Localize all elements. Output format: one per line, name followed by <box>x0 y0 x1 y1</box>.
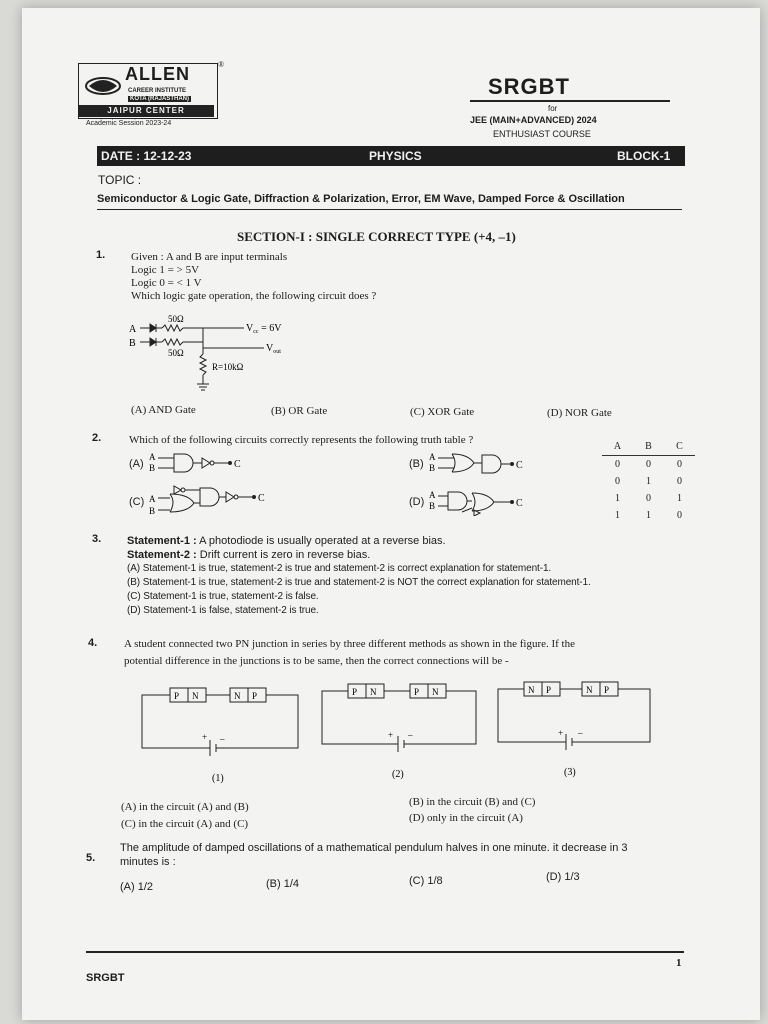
q4-circuit-1 <box>138 684 302 784</box>
q5-line: The amplitude of damped oscillations of a mathematical pendulum halves in one minute. it decrease in 3 <box>120 842 628 854</box>
academic-session: Academic Session 2023-24 <box>86 120 172 127</box>
battery-minus: – <box>578 728 583 738</box>
title-rule <box>470 100 670 102</box>
truth-table-header <box>602 437 695 456</box>
pn-cell: P <box>546 685 552 695</box>
statement-2-label: Statement-2 : <box>127 549 197 561</box>
q3-number: 3. <box>92 533 102 545</box>
info-bar <box>97 146 685 166</box>
gate-d-label-b: B <box>429 501 436 511</box>
truth-table <box>602 437 695 524</box>
q1-line: Logic 1 = > 5V <box>131 264 200 276</box>
page-number: 1 <box>676 957 682 969</box>
topic-text: Semiconductor & Logic Gate, Diffraction & Polarization, Error, EM Wave, Damped Force & Oscillation <box>97 193 625 205</box>
pn-cell: P <box>604 685 610 695</box>
truth-cell: 1 <box>615 510 620 521</box>
q4-line: potential difference in the junctions is to be same, then the correct connections will be - <box>124 655 509 667</box>
q4-option-b[interactable]: (B) in the circuit (B) and (C) <box>409 796 536 808</box>
q2-number: 2. <box>92 432 102 444</box>
topic-label: TOPIC : <box>98 173 142 187</box>
truth-cell: 1 <box>646 510 651 521</box>
q4-text <box>124 636 575 670</box>
circuit-caption: (3) <box>564 767 576 778</box>
truth-table-row <box>602 507 695 524</box>
center-name: JAIPUR CENTER <box>78 105 214 117</box>
q2-text: Which of the following circuits correctly represents the following truth table ? <box>129 434 474 446</box>
block-label: BLOCK-1 <box>617 149 671 163</box>
test-title: SRGBT <box>488 74 570 99</box>
q2-gate-d <box>428 488 538 516</box>
truth-table-row <box>602 490 695 507</box>
q3-statement-2 <box>127 548 591 562</box>
q2-option-a[interactable]: (A) <box>129 458 144 470</box>
exam-name: JEE (MAIN+ADVANCED) 2024 <box>470 115 597 125</box>
q1-option-a[interactable]: (A) AND Gate <box>131 404 196 416</box>
gate-d-label-c: C <box>516 498 523 509</box>
q1-option-b[interactable]: (B) OR Gate <box>271 405 328 417</box>
statement-1-label: Statement-1 : <box>127 535 197 547</box>
q3-option-a[interactable]: (A) Statement-1 is true, statement-2 is true and statement-2 is correct explanation for statement-1. <box>127 563 552 574</box>
q3-option-b[interactable]: (B) Statement-1 is true, statement-2 is true and statement-2 is NOT the correct explanation for statement-1. <box>127 577 591 588</box>
gate-a-label-c: C <box>234 459 241 470</box>
q2-option-c[interactable]: (C) <box>129 496 145 508</box>
truth-header-a: A <box>602 437 633 456</box>
q4-circuit-3 <box>494 678 658 778</box>
q1-resistor-1: 50Ω <box>168 314 184 324</box>
registered-mark: ® <box>218 60 225 69</box>
q1-input-b: B <box>129 338 136 349</box>
truth-cell: 0 <box>677 510 682 521</box>
footer-code: SRGBT <box>86 972 125 984</box>
gate-c-label-b: B <box>149 506 156 516</box>
q2-gate-b <box>428 450 538 478</box>
q4-option-a[interactable]: (A) in the circuit (A) and (B) <box>121 801 249 813</box>
gate-b-label-c: C <box>516 460 523 471</box>
q1-diode-circuit <box>128 312 308 394</box>
pn-cell: N <box>192 691 199 701</box>
logo-subtitle: CAREER INSTITUTE <box>128 88 187 94</box>
q5-option-b[interactable]: (B) 1/4 <box>266 878 300 890</box>
q5-text <box>120 841 628 869</box>
course-name: ENTHUSIAST COURSE <box>493 129 591 139</box>
truth-cell: 0 <box>615 459 620 470</box>
truth-header-c: C <box>664 437 695 456</box>
q3-statement-1 <box>127 534 591 548</box>
pn-cell: P <box>352 687 358 697</box>
q4-line: A student connected two PN junction in series by three different methods as shown in the figure. If the <box>124 638 575 650</box>
q3-option-d[interactable]: (D) Statement-1 is false, statement-2 is true. <box>127 605 319 616</box>
q1-text <box>131 251 376 303</box>
circuit-caption: (2) <box>392 769 404 780</box>
q5-option-d[interactable]: (D) 1/3 <box>546 871 580 883</box>
truth-table-row <box>602 473 695 490</box>
q1-option-c[interactable]: (C) XOR Gate <box>410 406 475 418</box>
q4-option-d[interactable]: (D) only in the circuit (A) <box>409 812 523 824</box>
truth-cell: 1 <box>677 493 682 504</box>
pn-cell: N <box>528 685 535 695</box>
q1-line: Logic 0 = < 1 V <box>131 277 202 289</box>
gate-b-label-a: A <box>429 452 436 462</box>
q2-gate-a <box>148 450 258 476</box>
gate-a-label-a: A <box>149 452 156 462</box>
statement-1-text: A photodiode is usually operated at a reverse bias. <box>196 535 446 547</box>
truth-cell: 0 <box>646 459 651 470</box>
q1-input-a: A <box>129 324 137 335</box>
q1-line: Which logic gate operation, the following circuit does ? <box>131 290 377 302</box>
truth-cell: 0 <box>615 476 620 487</box>
truth-cell: 0 <box>646 493 651 504</box>
pn-cell: N <box>432 687 439 697</box>
pn-cell: P <box>252 691 258 701</box>
statement-2-text: Drift current is zero in reverse bias. <box>196 549 371 561</box>
q1-load-resistor: R=10kΩ <box>212 362 244 372</box>
truth-table-row <box>602 456 695 474</box>
battery-plus: + <box>388 730 394 740</box>
q1-vout-label: $V_{out}$ <box>266 343 281 355</box>
battery-minus: – <box>220 734 225 744</box>
truth-cell: 0 <box>677 476 682 487</box>
gate-c-label-a: A <box>149 494 156 504</box>
q1-line: Given : A and B are input terminals <box>131 251 288 263</box>
q1-vcc-label: $V_{cc} = 6V$ <box>246 323 282 335</box>
truth-cell: 1 <box>646 476 651 487</box>
battery-minus: – <box>408 730 413 740</box>
truth-cell: 0 <box>677 459 682 470</box>
pn-cell: N <box>586 685 593 695</box>
section-title: SECTION-I : SINGLE CORRECT TYPE (+4, –1) <box>237 229 516 244</box>
q5-line: minutes is : <box>120 856 176 868</box>
for-label: for <box>548 104 558 113</box>
subject-label: PHYSICS <box>369 149 422 163</box>
battery-plus: + <box>558 728 564 738</box>
truth-cell: 1 <box>615 493 620 504</box>
gate-b-label-b: B <box>429 463 436 473</box>
pn-cell: N <box>234 691 241 701</box>
q3-body <box>127 534 591 618</box>
gate-d-label-a: A <box>429 490 436 500</box>
topic-underline <box>97 209 682 210</box>
q5-option-c[interactable]: (C) 1/8 <box>409 875 443 887</box>
logo-name: ALLEN <box>125 64 190 84</box>
pn-cell: P <box>414 687 420 697</box>
q2-option-b[interactable]: (B) <box>409 458 424 470</box>
q3-option-c[interactable]: (C) Statement-1 is true, statement-2 is false. <box>127 591 319 602</box>
allen-logo-icon <box>83 72 123 102</box>
q4-option-c[interactable]: (C) in the circuit (A) and (C) <box>121 818 249 830</box>
q1-option-d[interactable]: (D) NOR Gate <box>547 407 612 419</box>
q1-number: 1. <box>96 249 106 261</box>
pn-cell: P <box>174 691 180 701</box>
gate-c-label-c: C <box>258 493 265 504</box>
battery-plus: + <box>202 732 208 742</box>
footer-rule <box>86 951 684 953</box>
q4-number: 4. <box>88 637 98 649</box>
q5-number: 5. <box>86 852 96 864</box>
logo-city: KOTA (RAJASTHAN) <box>130 96 189 102</box>
q2-gate-c <box>148 482 278 520</box>
q2-option-d[interactable]: (D) <box>409 496 425 508</box>
test-date: DATE : 12-12-23 <box>101 149 192 163</box>
gate-a-label-b: B <box>149 463 156 473</box>
q4-circuit-2 <box>318 680 482 780</box>
truth-header-b: B <box>633 437 664 456</box>
q5-option-a[interactable]: (A) 1/2 <box>120 881 154 893</box>
circuit-caption: (1) <box>212 773 224 784</box>
pn-cell: N <box>370 687 377 697</box>
q1-resistor-2: 50Ω <box>168 348 184 358</box>
